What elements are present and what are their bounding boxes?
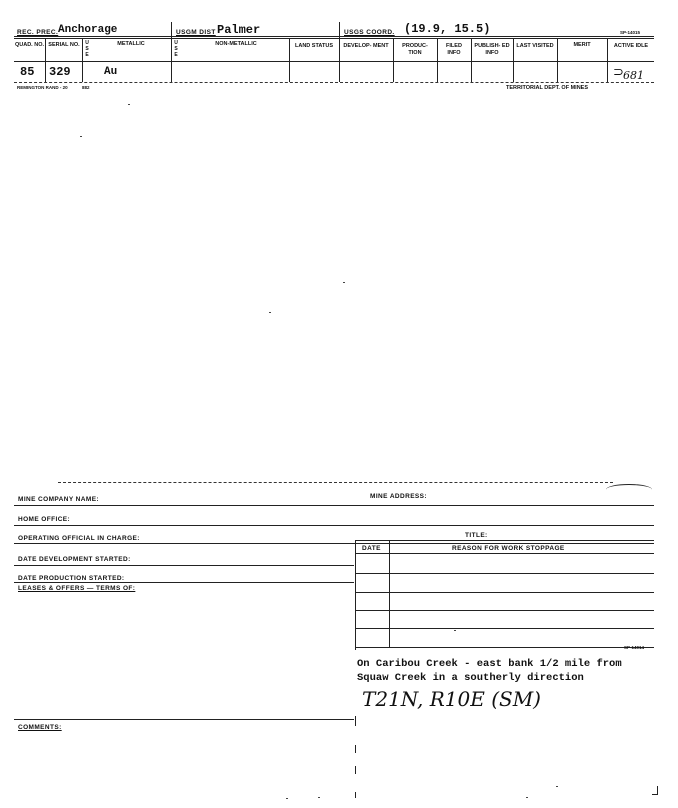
usgs-coord-label: USGS COORD. <box>344 29 395 36</box>
date-production-label: DATE PRODUCTION STARTED: <box>18 575 125 582</box>
curl-mark <box>606 484 652 495</box>
home-office-label: HOME OFFICE: <box>18 516 71 523</box>
header-rule-3 <box>14 61 654 62</box>
active-idle-mark-icon: ⊃ <box>613 65 624 80</box>
handwritten-township: T21N, R10E (SM) <box>362 687 541 711</box>
col-last-visited: LAST VISITED <box>516 43 554 49</box>
col-serial-no: SERIAL NO. <box>48 42 80 48</box>
comments-label: COMMENTS: <box>18 724 62 731</box>
record-serial-no: 329 <box>49 65 71 79</box>
reason-column-header: REASON FOR WORK STOPPAGE <box>452 545 565 552</box>
col-use-1: U S E <box>85 40 89 58</box>
col-active-idle: ACTIVE IDLE <box>613 43 649 49</box>
header-rule-dashed <box>14 82 654 83</box>
date-column-header: DATE <box>362 545 381 552</box>
col-quad-no: QUAD. NO. <box>14 42 45 48</box>
form-number-bottom: SP-14014 <box>624 645 645 650</box>
record-active-idle: 681 <box>623 69 644 82</box>
printer-code: 882 <box>82 85 90 90</box>
header-rule-2 <box>14 38 654 39</box>
form-number-top: SP-14015 <box>620 30 641 35</box>
col-production: PRODUC- TION <box>402 43 428 56</box>
location-note-line1: On Caribou Creek - east bank 1/2 mile from <box>357 658 622 670</box>
col-land-status: LAND STATUS <box>295 43 333 49</box>
usgm-dist-value: Palmer <box>217 23 261 37</box>
col-filed-info: FILED INFO <box>446 43 462 56</box>
rec-prec-value: Anchorage <box>58 24 118 36</box>
rec-prec-label: REC. PREC. <box>17 29 59 36</box>
record-quad-no: 85 <box>20 65 35 79</box>
header-rule-1 <box>14 36 654 37</box>
date-development-label: DATE DEVELOPMENT STARTED: <box>18 556 131 563</box>
col-non-metallic: NON-METALLIC <box>215 41 257 47</box>
mine-address-label: MINE ADDRESS: <box>370 493 427 500</box>
operating-official-label: OPERATING OFFICIAL IN CHARGE: <box>18 535 140 542</box>
usgm-dist-label: USGM DIST <box>176 29 216 36</box>
corner-mark <box>652 786 658 795</box>
location-note-line2: Squaw Creek in a southerly direction <box>357 672 584 684</box>
mine-company-name-label: MINE COMPANY NAME: <box>18 496 99 503</box>
col-development: DEVELOP- MENT <box>343 43 389 49</box>
col-merit: MERIT <box>573 42 591 48</box>
leases-label: LEASES & OFFERS — TERMS OF: <box>18 585 136 592</box>
record-metallic: Au <box>104 66 118 78</box>
usgs-coord-value: (19.9, 15.5) <box>404 22 491 36</box>
lower-top-dashed <box>58 482 613 483</box>
printer-label: REMINGTON RAND - 20 <box>17 85 68 90</box>
col-metallic: METALLIC <box>117 41 145 47</box>
title-label: TITLE: <box>465 532 488 539</box>
col-published-info: PUBLISH- ED INFO <box>474 43 510 56</box>
department-label: TERRITORIAL DEPT. OF MINES <box>506 85 588 91</box>
col-use-2: U S E <box>174 40 178 58</box>
